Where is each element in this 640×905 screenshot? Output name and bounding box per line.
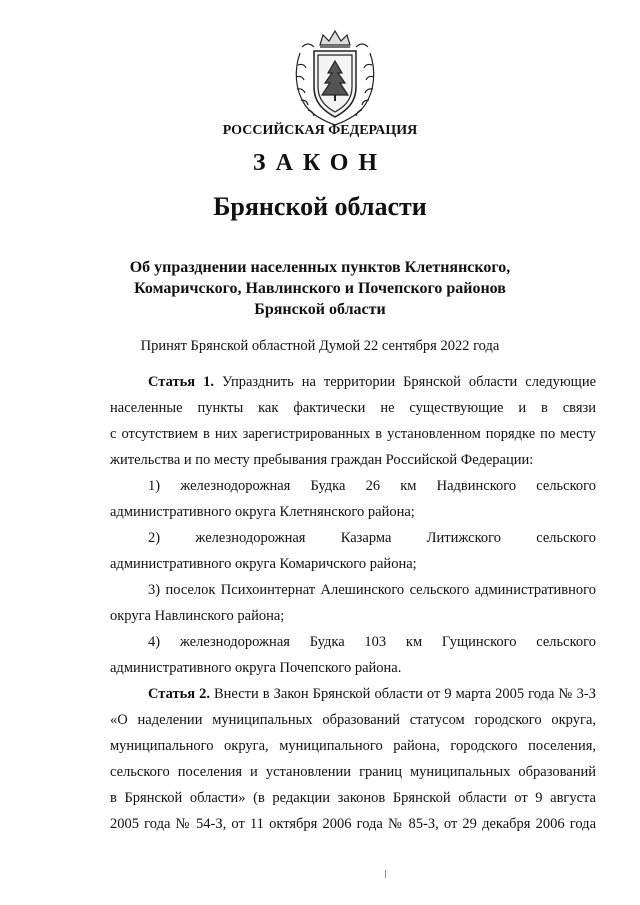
article-2-line-2: «О наделении муниципальных образований статусом городского округа, bbox=[110, 712, 596, 728]
article-1-label: Статья 1. bbox=[148, 374, 214, 390]
article-1-line-2: населенные пункты как фактически не существующие и в связи bbox=[110, 400, 596, 416]
item-2-line-2: административного округа Комаричского района; bbox=[110, 556, 417, 572]
federation-heading: РОССИЙСКАЯ ФЕДЕРАЦИЯ bbox=[222, 123, 418, 138]
item-4-line-1: 4) железнодорожная Будка 103 км Гущинского сельского bbox=[148, 634, 596, 650]
item-1-line-2: административного округа Клетнянского района; bbox=[110, 504, 415, 520]
article-2-label: Статья 2. bbox=[148, 686, 210, 702]
article-2-line-1: Статья 2. Внести в Закон Брянской области от 9 марта 2005 года № 3-З bbox=[148, 686, 596, 702]
article-1-line-4: жительства и по месту пребывания граждан Российской Федерации: bbox=[110, 452, 534, 468]
scan-mark bbox=[385, 870, 386, 878]
article-1-line-1: Статья 1. Упразднить на территории Брянской области следующие bbox=[148, 374, 597, 390]
item-4-line-2: административного округа Почепского района. bbox=[110, 660, 402, 676]
title-line-1: Об упразднении населенных пунктов Клетнянского, bbox=[129, 259, 511, 276]
title-line-3: Брянской области bbox=[254, 301, 386, 318]
region-heading: Брянской области bbox=[213, 192, 427, 221]
item-1-line-1: 1) железнодорожная Будка 26 км Надвинского сельского bbox=[148, 478, 596, 494]
adoption-date: Принят Брянской областной Думой 22 сентября 2022 года bbox=[140, 338, 500, 354]
article-2-line-6: 2005 года № 54-З, от 11 октября 2006 года № 85-З, от 29 декабря 2006 года bbox=[110, 816, 596, 832]
article-2-line-5: в Брянской области» (в редакции законов Брянской области от 9 августа bbox=[110, 790, 596, 806]
item-3-line-1: 3) поселок Психоинтернат Алешинского сельского административного bbox=[148, 582, 596, 598]
article-2-line-4: сельского поселения и установлении границ муниципальных образований bbox=[110, 764, 596, 780]
law-heading: ЗАКОН bbox=[252, 150, 388, 176]
item-2-line-1: 2) железнодорожная Казарма Литижского сельского bbox=[148, 530, 596, 546]
article-1-line-3: с отсутствием в них зарегистрированных в установленном порядке по месту bbox=[110, 426, 596, 442]
article-2-line-3: муниципального округа, муниципального района, городского поселения, bbox=[110, 738, 596, 754]
bryansk-coat-of-arms-icon bbox=[290, 25, 380, 130]
item-3-line-2: округа Навлинского района; bbox=[110, 608, 285, 624]
title-line-2: Комаричского, Навлинского и Почепского районов bbox=[134, 280, 506, 297]
